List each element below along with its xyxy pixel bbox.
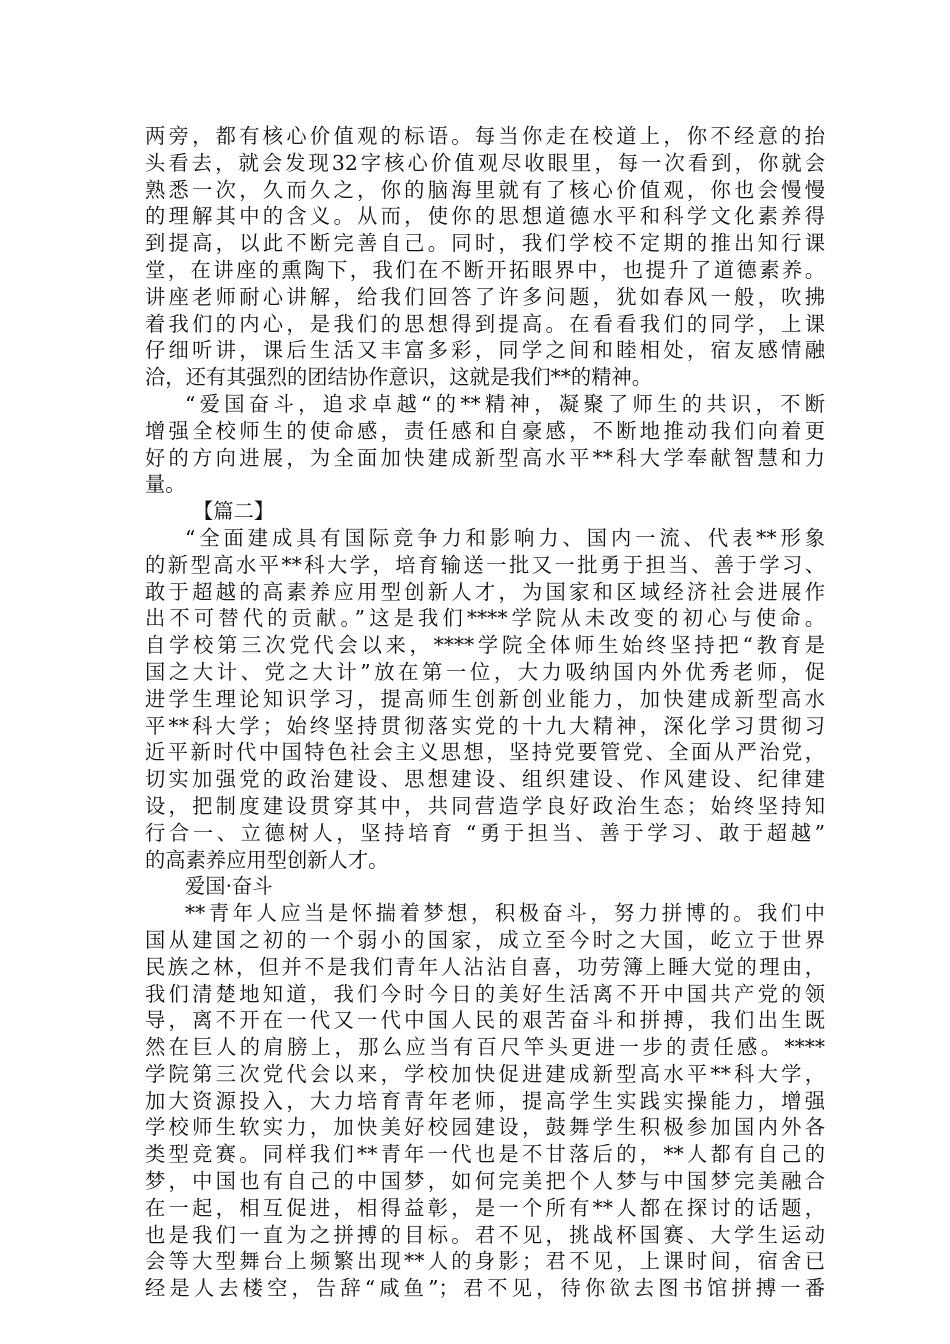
text-line: 量。 bbox=[145, 472, 186, 497]
document-body-text bbox=[145, 123, 825, 1302]
text-line: 出不可替代的贡献。”这是我们****学院从未改变的初心与使命。 bbox=[145, 606, 825, 631]
text-line: 堂，在讲座的熏陶下，我们在不断开拓眼界中，也提升了道德素养。 bbox=[145, 257, 825, 282]
text-line: 导，离不开在一代又一代中国人民的艰苦奋斗和拼搏，我们出生既 bbox=[145, 1008, 825, 1033]
text-line: 梦，中国也有自己的中国梦，如何完美把个人梦与中国梦完美融合 bbox=[145, 1169, 825, 1194]
text-line: 国从建国之初的一个弱小的国家，成立至今时之大国，屹立于世界 bbox=[145, 927, 825, 952]
text-line: 加大资源投入，大力培育青年老师，提高学生实践实操能力，增强 bbox=[145, 1088, 825, 1113]
section-heading: 【篇二】 bbox=[193, 499, 275, 524]
text-line: 也是我们一直为之拼搏的目标。君不见，挑战杯国赛、大学生运动 bbox=[145, 1222, 825, 1247]
text-line: 洽，还有其强烈的团结协作意识，这就是我们**的精神。 bbox=[145, 365, 653, 390]
text-line: 会等大型舞台上频繁出现**人的身影；君不见，上课时间，宿舍已 bbox=[145, 1249, 825, 1274]
text-line: 讲座老师耐心讲解，给我们回答了许多问题，犹如春风一般，吹拂 bbox=[145, 284, 825, 309]
text-line: 学院第三次党代会以来，学校加快促进建成新型高水平**科大学， bbox=[145, 1061, 825, 1086]
text-line: 国之大计、党之大计”放在第一位，大力吸纳国内外优秀老师，促 bbox=[145, 659, 825, 684]
text-line: 两旁，都有核心价值观的标语。每当你走在校道上，你不经意的抬 bbox=[145, 124, 825, 148]
text-line: 增强全校师生的使命感，责任感和自豪感，不断地推动我们向着更 bbox=[145, 418, 825, 443]
text-line: 近平新时代中国特色社会主义思想，坚持党要管党、全面从严治党， bbox=[145, 740, 825, 765]
text-line: 到提高，以此不断完善自己。同时，我们学校不定期的推出知行课 bbox=[145, 231, 825, 256]
text-line: 进学生理论知识学习，提高师生创新创业能力，加快建成新型高水 bbox=[145, 686, 825, 711]
text-line: 敢于超越的高素养应用型创新人才，为国家和区域经济社会进展作 bbox=[145, 579, 825, 604]
text-line: 在一起，相互促进，相得益彰，是一个所有**人都在探讨的话题， bbox=[145, 1195, 825, 1220]
text-line: “爱国奋斗，追求卓越“的**精神，凝聚了师生的共识，不断 bbox=[185, 391, 825, 416]
text-line: 民族之林，但并不是我们青年人沾沾自喜，功劳簿上睡大觉的理由， bbox=[145, 954, 825, 979]
text-line: 爱国·奋斗 bbox=[185, 874, 273, 899]
text-line: 好的方向进展，为全面加快建成新型高水平**科大学奉献智慧和力 bbox=[145, 445, 825, 470]
text-line: 然在巨人的肩膀上，那么应当有百尺竿头更进一步的责任感。**** bbox=[145, 1035, 825, 1060]
text-line: 熟悉一次，久而久之，你的脑海里就有了核心价值观，你也会慢慢 bbox=[145, 177, 825, 202]
text-line: 切实加强党的政治建设、思想建设、组织建设、作风建设、纪律建 bbox=[145, 767, 825, 792]
text-line: 经是人去楼空，告辞“咸鱼”；君不见，待你欲去图书馆拼搏一番 bbox=[145, 1276, 825, 1301]
text-line: 设，把制度建设贯穿其中，共同营造学良好政治生态；始终坚持知 bbox=[145, 793, 825, 818]
text-line: 仔细听讲，课后生活又丰富多彩，同学之间和睦相处，宿友感情融 bbox=[145, 338, 825, 363]
text-line: 的高素养应用型创新人才。 bbox=[145, 847, 389, 872]
text-line: 学校师生软实力，加快美好校园建设，鼓舞学生积极参加国内外各 bbox=[145, 1115, 825, 1140]
text-line: 的理解其中的含义。从而，使你的思想道德水平和科学文化素养得 bbox=[145, 204, 825, 229]
text-line: 头看去，就会发现32字核心价值观尽收眼里，每一次看到，你就会 bbox=[145, 150, 825, 175]
text-line: 我们清楚地知道，我们今时今日的美好生活离不开中国共产党的领 bbox=[145, 981, 825, 1006]
text-line: 行合一、立德树人，坚持培育 “勇于担当、善于学习、敢于超越” bbox=[145, 820, 825, 845]
text-line: 自学校第三次党代会以来，****学院全体师生始终坚持把“教育是 bbox=[145, 633, 825, 658]
text-line: 的新型高水平**科大学，培育输送一批又一批勇于担当、善于学习、 bbox=[145, 552, 825, 577]
text-line: 平**科大学；始终坚持贯彻落实党的十九大精神，深化学习贯彻习 bbox=[145, 713, 825, 738]
text-line: “全面建成具有国际竞争力和影响力、国内一流、代表**形象 bbox=[185, 525, 825, 550]
text-line: 类型竞赛。同样我们**青年一代也是不甘落后的，**人都有自己的 bbox=[145, 1142, 825, 1167]
text-line: **青年人应当是怀揣着梦想，积极奋斗，努力拼博的。我们中 bbox=[185, 901, 825, 926]
text-line: 着我们的内心，是我们的思想得到提高。在看看我们的同学，上课 bbox=[145, 311, 825, 336]
